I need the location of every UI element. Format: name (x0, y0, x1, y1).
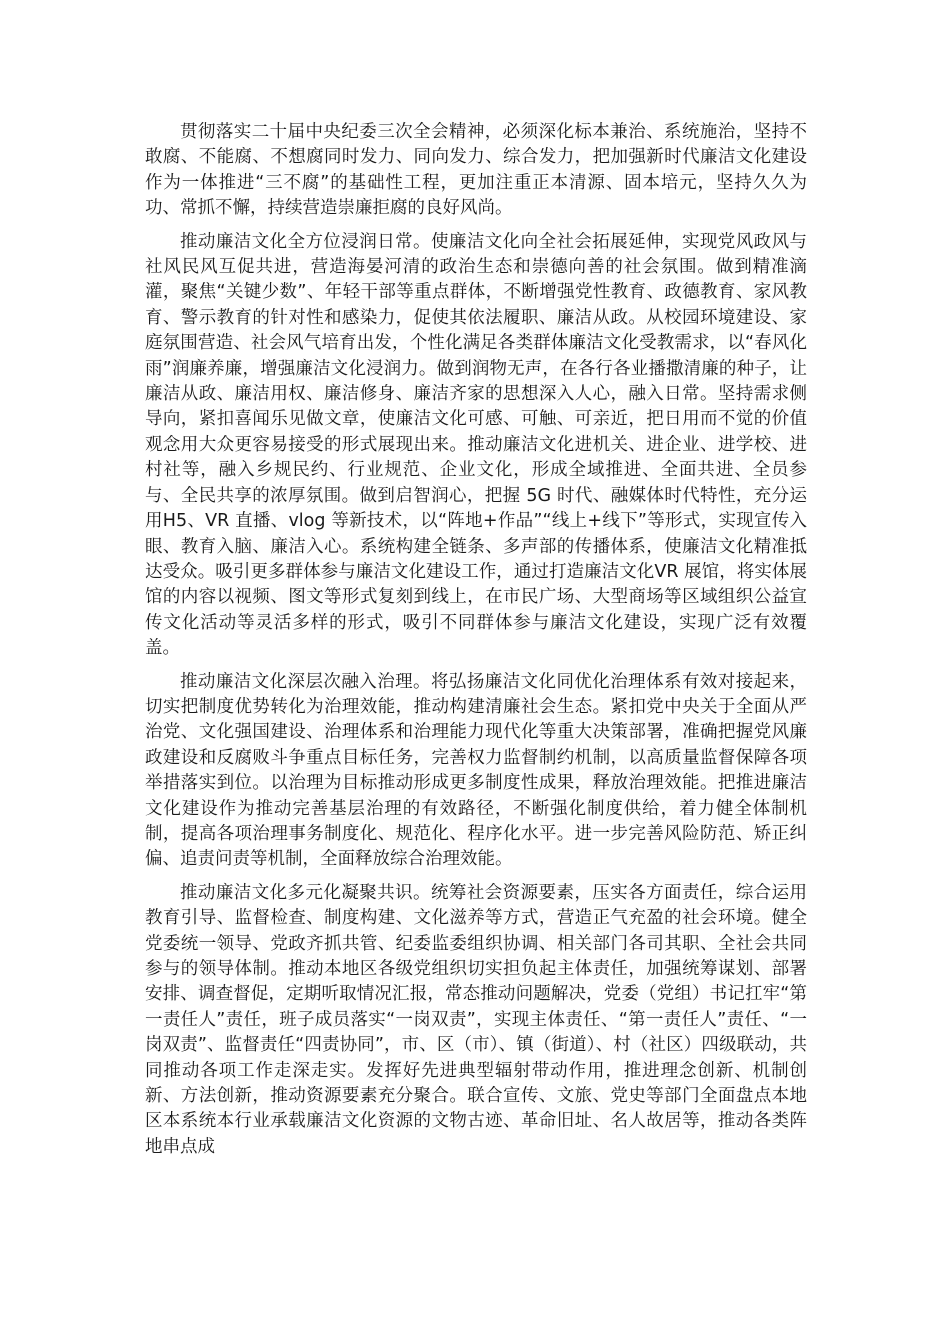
document-body (145, 120, 807, 1168)
intro-paragraph: 贯彻落实二十届中央纪委三次全会精神，必须深化标本兼治、系统施治，坚持不敢腐、不能腐、不想腐同时发力、同向发力、综合发力，把加强新时代廉洁文化建设作为一体推进“三不腐”的基础性工程，更加注重正本清源、固本培元，坚持久久为功、常抓不懈，持续营造崇廉拒腐的良好风尚。 (145, 122, 807, 219)
section-paragraph-consensus: 推动廉洁文化多元化凝聚共识。统筹社会资源要素，压实各方面责任，综合运用教育引导、监督检查、制度构建、文化滋养等方式，营造正气充盈的社会环境。健全党委统一领导、党政齐抓共管、纪委监委组织协调、相关部门各司其职、全社会共同参与的领导体制。推动本地区各级党组织切实担负起主体责任，加强统筹谋划、部署安排、调查督促，定期听取情况汇报，常态推动问题解决，党委（党组）书记扛牢“第一责任人”责任，班子成员落实“一岗双责”，实现主体责任、“第一责任人”责任、“一岗双责”、监督责任“四责协同”，市、区（市）、镇（街道）、村（社区）四级联动，共同推动各项工作走深走实。发挥好先进典型辐射带动作用，推进理念创新、机制创新、方法创新，推动资源要素充分聚合。联合宣传、文旅、党史等部门全面盘点本地区本系统本行业承载廉洁文化资源的文物古迹、革命旧址、名人故居等，推动各类阵地串点成 (145, 882, 807, 1157)
section-paragraph-daily-life: 推动廉洁文化全方位浸润日常。使廉洁文化向全社会拓展延伸，实现党风政风与社风民风互促共进，营造海晏河清的政治生态和崇德向善的社会氛围。做到精准滴灌，聚焦“关键少数”、年轻干部等重点群体，不断增强党性教育、政德教育、家风教育、警示教育的针对性和感染力，促使其依法履职、廉洁从政。从校园环境建设、家庭氛围营造、社会风气培育出发，个性化满足各类群体廉洁文化受教需求，以“春风化雨”润廉养廉，增强廉洁文化浸润力。做到润物无声，在各行各业播撒清廉的种子，让廉洁从政、廉洁用权、廉洁修身、廉洁齐家的思想深入人心，融入日常。坚持需求侧导向，紧扣喜闻乐见做文章，使廉洁文化可感、可触、可亲近，把日用而不觉的价值观念用大众更容易接受的形式展现出来。推动廉洁文化进机关、进企业、进学校、进村社等，融入乡规民约、行业规范、企业文化，形成全域推进、全面共进、全员参与、全民共享的浓厚氛围。做到启智润心，把握 5G 时代、融媒体时代特性，充分运用H5、VR 直播、vlog 等新技术，以“阵地+作品”“线上+线下”等形式，实现宣传入眼、教育入脑、廉洁入心。系统构建全链条、多声部的传播体系，使廉洁文化精准抵达受众。吸引更多群体参与廉洁文化建设工作，通过打造廉洁文化VR 展馆，将实体展馆的内容以视频、图文等形式复刻到线上，在市民广场、大型商场等区域组织公益宣传文化活动等灵活多样的形式，吸引不同群体参与廉洁文化建设，实现广泛有效覆盖。 (145, 231, 807, 659)
section-paragraph-governance: 推动廉洁文化深层次融入治理。将弘扬廉洁文化同优化治理体系有效对接起来，切实把制度优势转化为治理效能，推动构建清廉社会生态。紧扣党中央关于全面从严治党、文化强国建设、治理体系和治理能力现代化等重大决策部署，准确把握党风廉政建设和反腐败斗争重点目标任务，完善权力监督制约机制，以高质量监督保障各项举措落实到位。以治理为目标推动形成更多制度性成果，释放治理效能。把推进廉洁文化建设作为推动完善基层治理的有效路径，不断强化制度供给，着力健全体制机制，提高各项治理事务制度化、规范化、程序化水平。进一步完善风险防范、矫正纠偏、追责问责等机制，全面释放综合治理效能。 (145, 671, 807, 870)
